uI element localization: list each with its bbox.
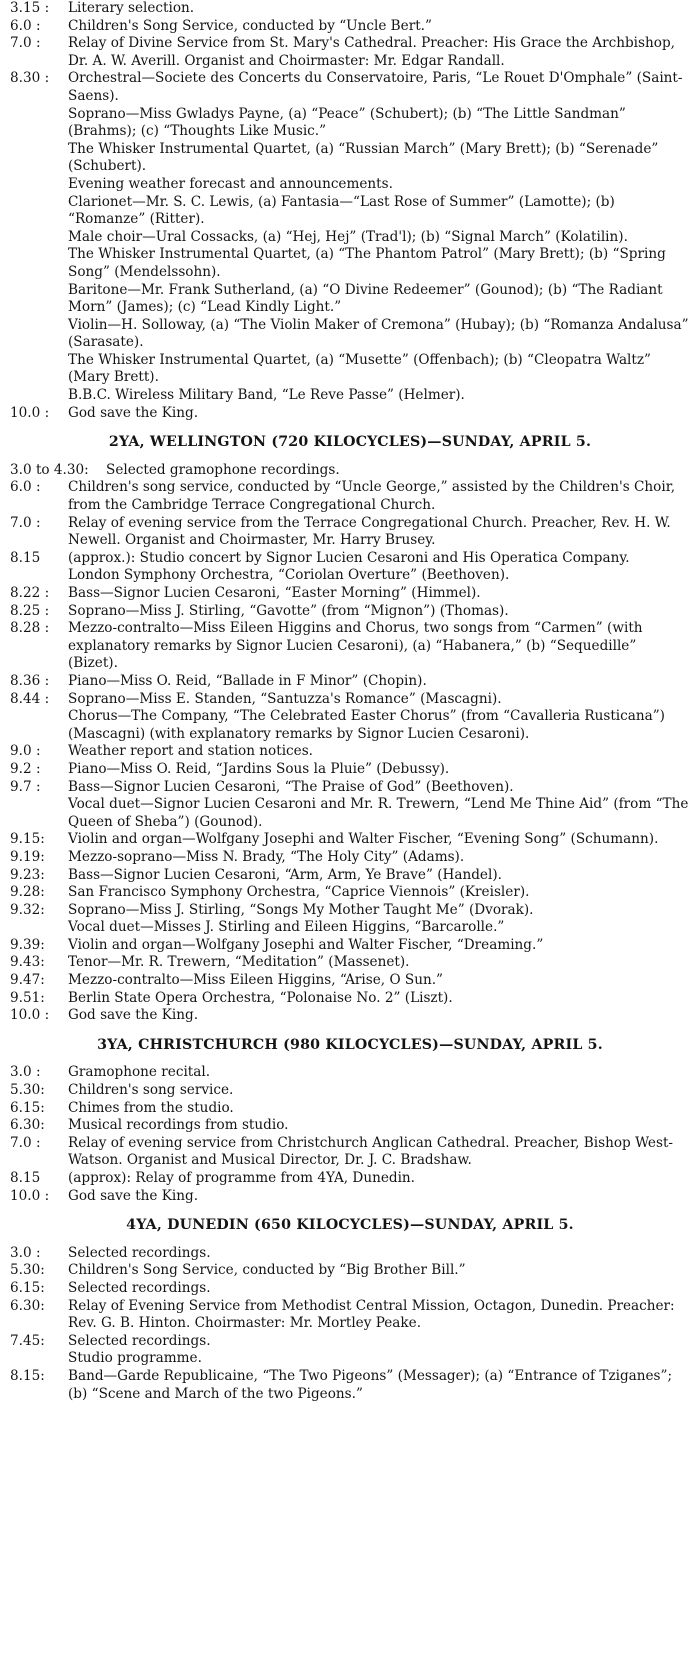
entry-time: 8.15: [10,1367,45,1384]
entry-time: 9.2 : [10,760,41,777]
entry-text: Gramophone recital. [68,1064,211,1081]
program-entry [0,902,690,920]
program-entry [0,919,690,937]
program-entry [0,937,690,955]
entry-text: Children's song service, conducted by “Uncle George,” assisted by the Children's Choir, from the Cambridge Terrace Congregational Church. [68,479,676,514]
entry-text: Berlin State Opera Orchestra, “Polonaise No. 2” (Liszt). [68,989,453,1006]
program-entry [0,585,690,603]
entry-time: 9.28: [10,884,45,901]
program-entry [0,1100,690,1118]
entry-text: God save the King. [68,1187,199,1204]
program-entry [0,479,690,514]
entry-text: The Whisker Instrumental Quartet, (a) “The Phantom Patrol” (Mary Brett); (b) “Spring Song” (Mendelssohn). [68,246,666,280]
program-entry [0,849,690,867]
program-section [0,1217,700,1403]
entry-text: Mezzo-contralto—Miss Eileen Higgins, “Arise, O Sun.” [68,972,444,989]
entry-text: Weather report and station notices. [68,743,314,760]
program-entry [0,779,690,797]
program-entry [0,884,690,902]
program-entry [0,1368,690,1403]
entry-text: Relay of evening service from Christchurch Anglican Cathedral. Preacher, Bishop West-Watson. Organist and Musical Director, Dr. J. C. Bradshaw. [68,1134,674,1169]
entry-text: Soprano—Miss J. Stirling, “Songs My Mother Taught Me” (Dvorak). [68,901,534,918]
entry-text: The Whisker Instrumental Quartet, (a) “Musette” (Offenbach); (b) “Cleopatra Waltz” (Mary Brett). [68,351,651,386]
program-entry [0,515,690,550]
entry-text: Orchestral—Societe des Concerts du Conservatoire, Paris, “Le Rouet D'Omphale” (Saint-Saens). [68,70,683,104]
entry-time: 9.43: [10,954,45,971]
entry-text: God save the King. [68,1007,199,1024]
entry-text: Baritone—Mr. Frank Sutherland, (a) “O Divine Redeemer” (Gounod); (b) “The Radiant Morn” (James); (c) “Lead Kindly Light.” [68,281,663,316]
entry-time: 8.30 : [10,70,50,87]
entry-text: Children's Song Service, conducted by “Uncle Bert.” [68,17,432,34]
entry-time: 9.19: [10,848,45,865]
entry-text: Relay of Divine Service from St. Mary's Cathedral. Preacher: His Grace the Archbishop, Dr. A. W. Averill. Organist and Choirmaster: Mr. Edgar Randall. [68,35,675,69]
entry-time: 6.15: [10,1279,45,1296]
entry-time: 10.0 : [10,404,50,421]
entry-text: Selected recordings. [68,1244,211,1261]
entry-text: Literary selection. [68,0,195,16]
entry-time: 9.39: [10,936,45,953]
program-entry [0,761,690,779]
entry-time: 9.7 : [10,778,41,795]
program-section [0,434,700,1025]
entry-text: Violin and organ—Wolfgany Josephi and Walter Fischer, “Dreaming.” [68,936,544,953]
entry-text: San Francisco Symphony Orchestra, “Caprice Viennois” (Kreisler). [68,884,530,901]
entry-time: 9.51: [10,989,45,1006]
program-entry [0,1280,690,1298]
program-entry [0,867,690,885]
entry-text: Band—Garde Republicaine, “The Two Pigeons” (Messager); (a) “Entrance of Tziganes”; (b) “Scene and March of the two Pigeons.” [68,1367,673,1402]
entry-text: Relay of Evening Service from Methodist Central Mission, Octagon, Dunedin. Preacher: Rev. G. B. Hinton. Choirmaster: Mr. Mortley Peake. [68,1297,675,1332]
entry-text: Piano—Miss O. Reid, “Ballade in F Minor” (Chopin). [68,672,427,689]
entry-time: 7.0 : [10,35,41,52]
program-entry [0,246,690,281]
entry-time: 7.0 : [10,1134,41,1151]
program-entry [0,405,690,423]
entry-text: Selected recordings. [68,1332,211,1349]
program-entry [0,831,690,849]
entry-time: 3.0 : [10,1244,41,1261]
program-entry [0,972,690,990]
program-entry [0,1350,690,1368]
entry-text: Chorus—The Company, “The Celebrated Easter Chorus” (from “Cavalleria Rusticana”) (Mascagni) (with explanatory remarks by Signor Lucien Cesaroni). [68,708,665,742]
entry-text: Bass—Signor Lucien Cesaroni, “The Praise of God” (Beethoven). [68,778,514,795]
entry-text: Soprano—Miss J. Stirling, “Gavotte” (from “Mignon”) (Thomas). [68,602,509,619]
program-entry [0,1333,690,1351]
entry-text: Bass—Signor Lucien Cesaroni, “Easter Morning” (Himmel). [68,585,481,601]
entry-time: 9.47: [10,972,45,989]
program-entry [0,1007,690,1025]
entry-text: Mezzo-soprano—Miss N. Brady, “The Holy City” (Adams). [68,848,465,865]
program-entry [0,954,690,972]
entry-text: Selected recordings. [68,1279,211,1296]
entry-text: Male choir—Ural Cossacks, (a) “Hej, Hej” (Trad'l); (b) “Signal March” (Kolatilin). [68,228,628,245]
entry-text: Mezzo-contralto—Miss Eileen Higgins and Chorus, two songs from “Carmen” (with explanatory remarks by Signor Lucien Cesaroni), (a) “Habanera,” (b) “Sequedille” (Bizet). [68,620,643,672]
program-section [0,1037,700,1205]
entry-time: 6.30: [10,1117,45,1134]
program-entry [0,743,690,761]
program-entry [0,0,690,18]
program-entry [0,796,690,831]
entry-text: Vocal duet—Misses J. Stirling and Eileen Higgins, “Barcarolle.” [68,919,505,936]
entry-text: Tenor—Mr. R. Trewern, “Meditation” (Massenet). [68,954,410,971]
entry-text: Chimes from the studio. [68,1099,234,1116]
entry-time: 3.0 : [10,1064,41,1081]
entry-time: 5.30: [10,1082,45,1099]
entry-time: 7.45: [10,1332,45,1349]
entry-text: Children's Song Service, conducted by “Big Brother Bill.” [68,1262,466,1279]
entry-time: 10.0 : [10,1007,50,1024]
entry-time: 7.0 : [10,514,41,531]
program-entry [0,1082,690,1100]
station-heading: 3YA, CHRISTCHURCH (980 KILOCYCLES)—SUNDAY, APRIL 5. [97,1036,603,1053]
entry-time: 8.25 : [10,602,50,619]
program-entry [0,1188,690,1206]
entry-time: 10.0 : [10,1187,50,1204]
entry-text: Children's song service. [68,1082,234,1099]
entry-text: God save the King. [68,404,199,421]
program-entry [0,1298,690,1333]
entry-text: Vocal duet—Signor Lucien Cesaroni and Mr. R. Trewern, “Lend Me Thine Aid” (from “The Queen of Sheba”) (Gounod). [68,796,689,830]
entry-text: Piano—Miss O. Reid, “Jardins Sous la Pluie” (Debussy). [68,760,450,777]
entry-time: 8.28 : [10,620,50,637]
program-entry [0,620,690,673]
program-entry [0,35,690,70]
entry-time: 6.0 : [10,479,41,496]
entry-text: The Whisker Instrumental Quartet, (a) “Russian March” (Mary Brett); (b) “Serenade” (Schubert). [68,140,659,175]
station-heading: 2YA, WELLINGTON (720 KILOCYCLES)—SUNDAY, APRIL 5. [108,434,592,451]
program-entry [0,317,690,352]
program-entry [0,70,690,105]
entry-time: 8.15 [10,1170,41,1186]
entry-text: (approx): Relay of programme from 4YA, Dunedin. [68,1170,415,1186]
entry-time: 6.0 : [10,17,41,34]
program-entry [0,387,690,405]
entry-text: B.B.C. Wireless Military Band, “Le Reve Passe” (Helmer). [68,387,465,404]
program-entry [0,229,690,247]
program-entry [0,282,690,317]
entry-time: 8.36 : [10,672,50,689]
program-entry [0,141,690,176]
entry-text: Evening weather forecast and announcements. [68,175,393,192]
program-entry [0,352,690,387]
program-entry [0,603,690,621]
entry-time: 9.0 : [10,743,41,760]
program-entry [0,1135,690,1170]
entry-text: Soprano—Miss Gwladys Payne, (a) “Peace” (Schubert); (b) “The Little Sandman” (Brahms); (c) “Thoughts Like Music.” [68,105,626,140]
entry-time: 6.30: [10,1297,45,1314]
entry-time: 3.0 to 4.30: [10,461,89,478]
entry-time: 8.22 : [10,585,50,601]
entry-time: 9.23: [10,866,45,883]
entry-text: Violin and organ—Wolfgany Josephi and Walter Fischer, “Evening Song” (Schumann). [68,831,659,848]
entry-text: Relay of evening service from the Terrace Congregational Church. Preacher, Rev. H. W. Newell. Organist and Choirmaster, Mr. Harry Brusey. [68,514,671,549]
program-entry [0,1262,690,1280]
entry-text: London Symphony Orchestra, “Coriolan Overture” (Beethoven). [68,567,510,584]
program-entry [0,18,690,36]
entry-text: (approx.): Studio concert by Signor Lucien Cesaroni and His Operatica Company. [68,549,630,566]
entry-text: Clarionet—Mr. S. C. Lewis, (a) Fantasia—“Last Rose of Summer” (Lamotte); (b) “Romanze” (Ritter). [68,193,615,228]
program-entry [0,673,690,691]
entry-text: Bass—Signor Lucien Cesaroni, “Arm, Arm, Ye Brave” (Handel). [68,866,502,883]
program-entry [0,176,690,194]
entry-text: Studio programme. [68,1350,202,1367]
program-entry [0,567,690,585]
entry-text: Selected gramophone recordings. [106,461,340,478]
program-entry [0,550,690,568]
entry-time: 3.15 : [10,0,50,16]
program-entry [0,691,690,709]
program-entry [0,1245,690,1263]
entry-text: Violin—H. Solloway, (a) “The Violin Maker of Cremona” (Hubay); (b) “Romanza Andalusa” (Sarasate). [68,316,689,351]
program-entry [0,194,690,229]
entry-time: 8.15 [10,549,41,566]
program-entry [0,1064,690,1082]
program-entry [0,708,690,743]
entry-time: 9.15: [10,831,45,848]
program-entry [0,462,690,480]
program-entry [0,1170,690,1188]
station-heading: 4YA, DUNEDIN (650 KILOCYCLES)—SUNDAY, APRIL 5. [126,1217,574,1234]
entry-text: Soprano—Miss E. Standen, “Santuzza's Romance” (Mascagni). [68,690,502,707]
entry-time: 6.15: [10,1099,45,1116]
entry-time: 8.44 : [10,690,50,707]
entry-time: 5.30: [10,1262,45,1279]
program-section [0,0,700,422]
program-entry [0,1117,690,1135]
entry-text: Musical recordings from studio. [68,1117,289,1134]
entry-time: 9.32: [10,901,45,918]
program-entry [0,990,690,1008]
program-entry [0,106,690,141]
